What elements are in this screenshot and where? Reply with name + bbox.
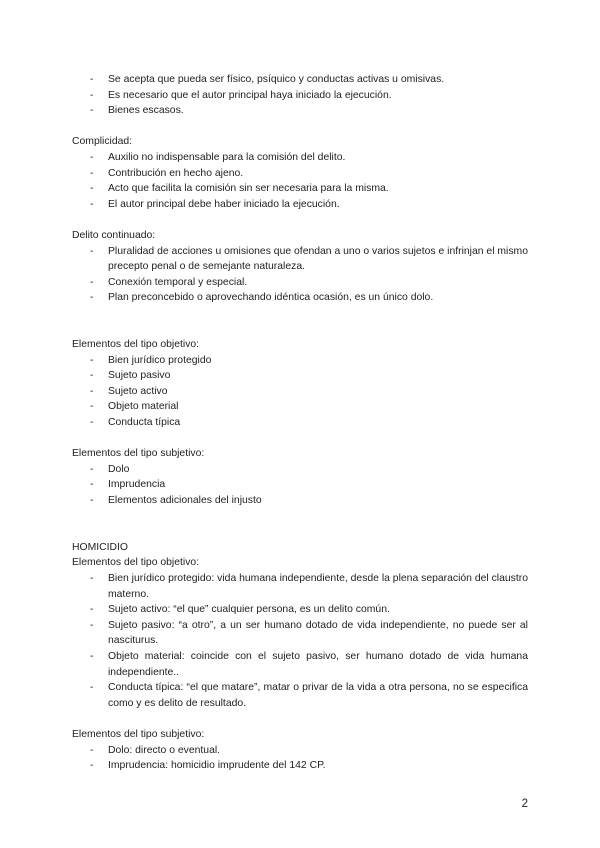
list-item: - Sujeto activo: “el que” cualquier persona, es un delito común. xyxy=(72,602,528,618)
bullet-dash: - xyxy=(90,245,94,257)
bullet-dash: - xyxy=(90,463,94,475)
list-item: - Sujeto pasivo: “a otro”, a un ser humano dotado de vida independiente, no puede ser al nasciturus. xyxy=(90,619,528,647)
bullet-dash: - xyxy=(90,760,94,772)
delito-continuado-list xyxy=(72,244,528,306)
bullet-dash: - xyxy=(90,198,94,210)
tipo-subjetivo-list xyxy=(72,462,528,509)
bullet-dash: - xyxy=(90,89,94,101)
list-item: - Conducta típica xyxy=(72,415,528,431)
bullet-dash: - xyxy=(90,385,94,397)
bullet-dash: - xyxy=(90,417,94,429)
list-item: - Pluralidad de acciones u omisiones que ofendan a uno o varios sujetos e infrinjan el mismo precepto penal o de semejante naturaleza. xyxy=(90,245,528,273)
list-item: - Bienes escasos. xyxy=(72,103,528,119)
bullet-dash: - xyxy=(90,183,94,195)
list-item: - Contribución en hecho ajeno. xyxy=(72,166,528,182)
list-item: - Sujeto activo xyxy=(72,384,528,400)
list-item: - Dolo: directo o eventual. xyxy=(72,743,528,759)
bullet-dash: - xyxy=(90,151,94,163)
section-title-tipo-objetivo: Elementos del tipo objetivo: xyxy=(72,339,200,351)
bullet-dash: - xyxy=(90,105,94,117)
bullet-dash: - xyxy=(90,495,94,507)
homicidio-tipo-subjetivo-list xyxy=(72,743,528,774)
bullet-dash: - xyxy=(90,744,94,756)
tipo-objetivo-list xyxy=(72,353,528,431)
homicidio-tipo-objetivo-list xyxy=(72,571,528,711)
complicidad-list xyxy=(72,150,528,212)
section-title-complicidad: Complicidad: xyxy=(72,136,133,148)
list-item: - Se acepta que pueda ser físico, psíquico y conductas activas u omisivas. xyxy=(72,72,528,88)
list-item: - Objeto material xyxy=(72,399,528,415)
list-item: - Bien jurídico protegido xyxy=(72,353,528,369)
page-content xyxy=(72,72,528,774)
list-item: - Dolo xyxy=(72,462,528,478)
bullet-dash: - xyxy=(90,682,94,694)
bullet-dash: - xyxy=(90,370,94,382)
section-title-homicidio-tipo-subjetivo: Elementos del tipo subjetivo: xyxy=(72,728,205,740)
list-item: - Es necesario que el autor principal haya iniciado la ejecución. xyxy=(72,88,528,104)
list-item: - Objeto material: coincide con el sujeto pasivo, ser humano dotado de vida humana independiente.. xyxy=(90,650,528,678)
list-item: - Bien jurídico protegido: vida humana independiente, desde la plena separación del claustro materno. xyxy=(90,573,528,600)
list-item: - Auxilio no indispensable para la comisión del delito. xyxy=(72,150,528,166)
bullet-dash: - xyxy=(90,354,94,366)
list-item: - Imprudencia: homicidio imprudente del 142 CP. xyxy=(72,758,528,774)
list-item: - Plan preconcebido o aprovechando idéntica ocasión, es un único dolo. xyxy=(72,290,528,306)
bullet-dash: - xyxy=(90,604,94,616)
page-number: 2 xyxy=(521,798,528,810)
list-item: - Imprudencia xyxy=(72,477,528,493)
intro-list xyxy=(72,72,528,119)
bullet-dash: - xyxy=(90,74,94,85)
bullet-dash: - xyxy=(90,650,94,662)
bullet-dash: - xyxy=(90,167,94,179)
list-item: - Conducta típica: “el que matare”, matar o privar de la vida a otra persona, no se especifica como y es delito de resultado. xyxy=(90,682,528,709)
bullet-dash: - xyxy=(90,479,94,491)
section-title-homicidio-tipo-objetivo: Elementos del tipo objetivo: xyxy=(72,557,200,569)
section-heading-homicidio: HOMICIDIO xyxy=(72,541,128,553)
list-item: - Elementos adicionales del injusto xyxy=(72,493,528,509)
bullet-dash: - xyxy=(90,573,94,584)
bullet-dash: - xyxy=(90,401,94,413)
bullet-dash: - xyxy=(90,619,94,631)
section-title-delito-continuado: Delito continuado: xyxy=(72,229,156,241)
list-item: - Conexión temporal y especial. xyxy=(72,275,528,291)
list-item: - El autor principal debe haber iniciado la ejecución. xyxy=(72,197,528,213)
bullet-dash: - xyxy=(90,276,94,288)
list-item: - Acto que facilita la comisión sin ser necesaria para la misma. xyxy=(72,181,528,197)
bullet-dash: - xyxy=(90,292,94,304)
list-item: - Sujeto pasivo xyxy=(72,368,528,384)
section-title-tipo-subjetivo: Elementos del tipo subjetivo: xyxy=(72,448,205,460)
